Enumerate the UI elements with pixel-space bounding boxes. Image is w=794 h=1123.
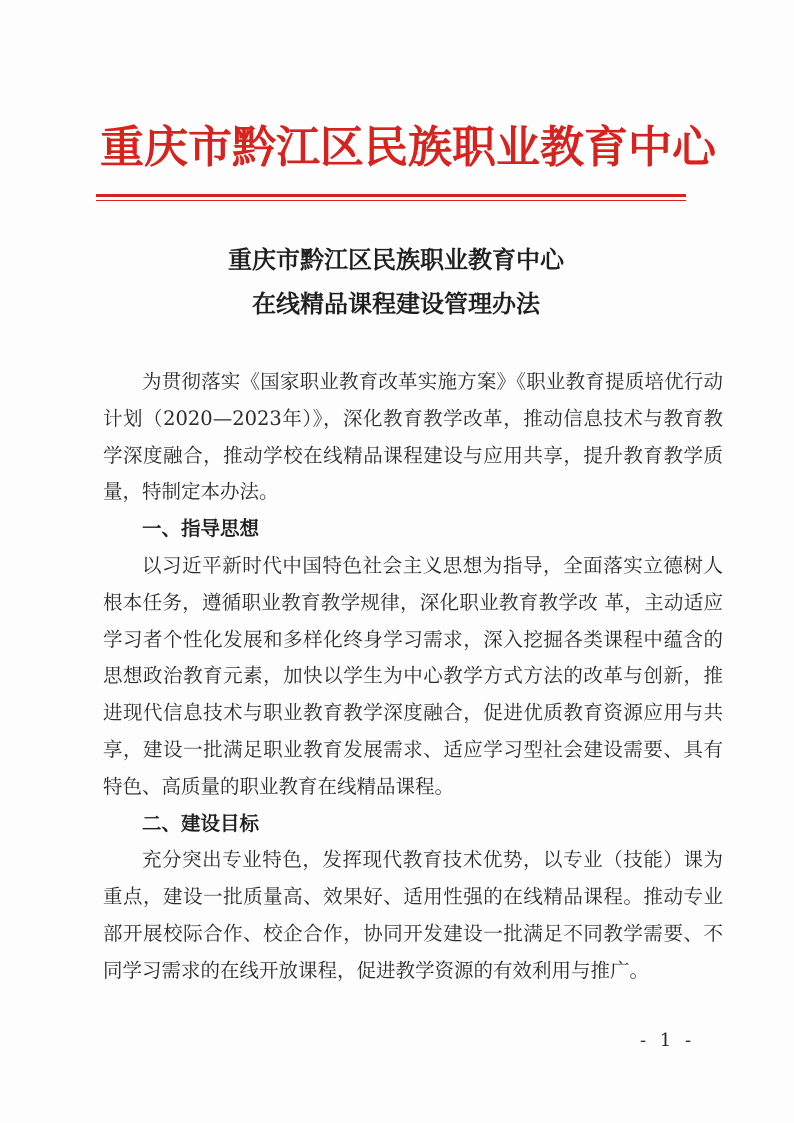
document-title-line-1: 重庆市黔江区民族职业教育中心 [228, 245, 564, 274]
letterhead-title: 重庆市黔江区民族职业教育中心 [100, 122, 716, 173]
section-paragraph-guiding-ideology: 以习近平新时代中国特色社会主义思想为指导，全面落实立德树人根本任务，遵循职业教育教学规律，深化职业教育教学改 革，主动适应学习者个性化发展和多样化终身学习需求，深入挖掘各类课程中蕴含的思想政治教育元素，加快以学生为中心教学方式方法的改革与创新，推进现代信息技术与职业教育教学深度融合，促进优质教育资源应用与共享，建设一批满足职业教育发展需求、适应学习型社会建设需要、具有特色、高质量的职业教育在线精品课程。 [103, 553, 723, 798]
letterhead-red-rule-thick [96, 194, 686, 197]
section-heading-guiding-ideology: 一、指导思想 [142, 517, 260, 541]
document-body [103, 364, 723, 990]
letterhead-red-rule-thin [96, 200, 686, 201]
section-paragraph-construction-goals: 充分突出专业特色，发挥现代教育技术优势，以专业（技能）课为重点，建设一批质量高、效果好、适用性强的在线精品课程。推动专业部开展校际合作、校企合作，协同开发建设一批满足不同教学需要、不同学习需求的在线开放课程，促进教学资源的有效利用与推广。 [103, 848, 723, 982]
section-heading-construction-goals: 二、建设目标 [142, 811, 260, 835]
intro-paragraph: 为贯彻落实《国家职业教育改革实施方案》《职业教育提质培优行动计划（2020—2023年）》，深化教育教学改革，推动信息技术与教育教学深度融合，推动学校在线精品课程建设与应用共享，提升教育教学质量，特制定本办法。 [103, 370, 723, 504]
document-title-line-2: 在线精品课程建设管理办法 [252, 289, 540, 318]
page-number: - 1 - [640, 1030, 696, 1051]
